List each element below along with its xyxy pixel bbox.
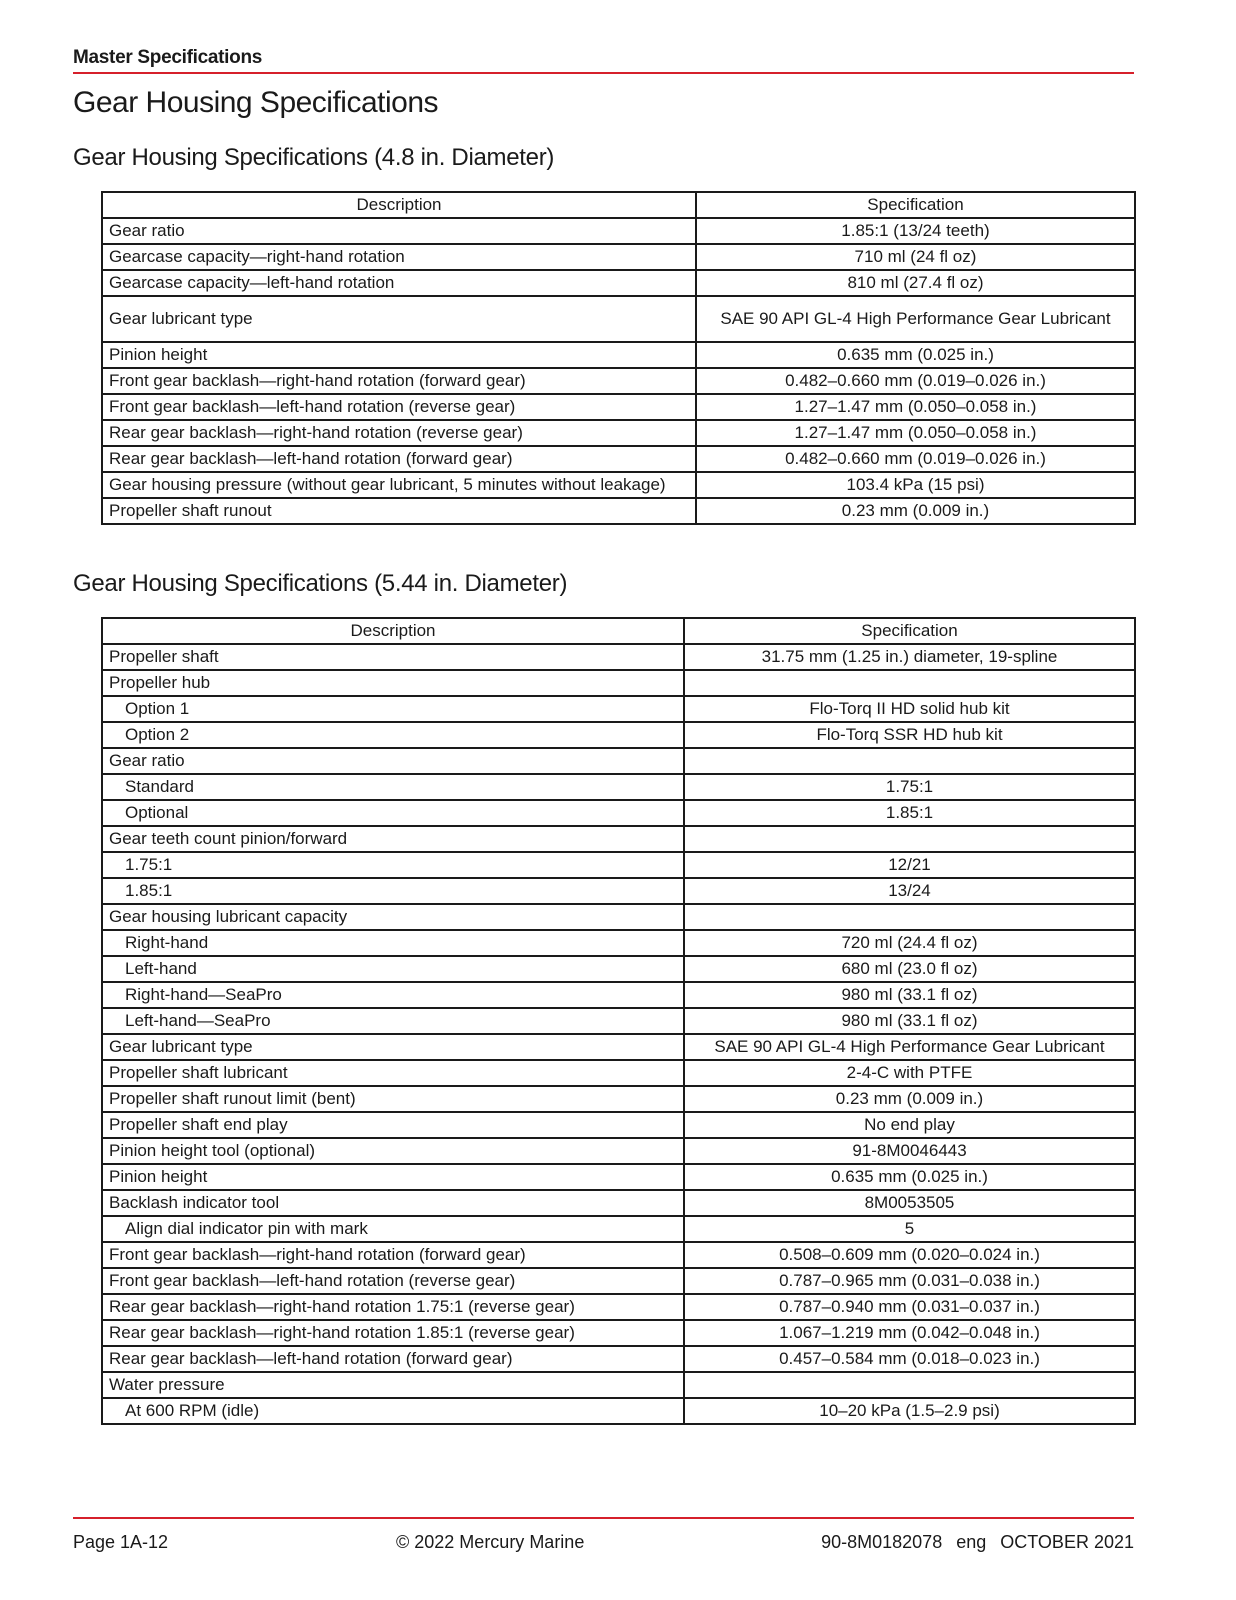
description-cell: Pinion height [102,342,696,368]
description-cell: Water pressure [102,1372,684,1398]
description-cell: Propeller shaft runout limit (bent) [102,1086,684,1112]
specification-cell: 1.27–1.47 mm (0.050–0.058 in.) [696,420,1135,446]
description-cell: Gear ratio [102,218,696,244]
table-row [102,826,1135,852]
specification-cell: 5 [684,1216,1135,1242]
table-row [102,670,1135,696]
table-row [102,1008,1135,1034]
specification-cell: 680 ml (23.0 fl oz) [684,956,1135,982]
specification-cell: 0.787–0.965 mm (0.031–0.038 in.) [684,1268,1135,1294]
specification-cell: 1.27–1.47 mm (0.050–0.058 in.) [696,394,1135,420]
specification-cell: 0.508–0.609 mm (0.020–0.024 in.) [684,1242,1135,1268]
description-cell: Gear lubricant type [102,1034,684,1060]
specification-cell: 103.4 kPa (15 psi) [696,472,1135,498]
table-row [102,852,1135,878]
table-row [102,420,1135,446]
description-cell: Left-hand—SeaPro [102,1008,684,1034]
specification-cell: 720 ml (24.4 fl oz) [684,930,1135,956]
description-cell: Propeller shaft lubricant [102,1060,684,1086]
table-row [102,1216,1135,1242]
page-title: Gear Housing Specifications [73,86,439,119]
description-cell: At 600 RPM (idle) [102,1398,684,1424]
table-row [102,1398,1135,1424]
specification-cell: 0.457–0.584 mm (0.018–0.023 in.) [684,1346,1135,1372]
doc-info [821,1532,1134,1553]
table-row [102,1034,1135,1060]
specification-cell: 0.787–0.940 mm (0.031–0.037 in.) [684,1294,1135,1320]
table-row [102,1112,1135,1138]
table-row [102,368,1135,394]
table-row [102,956,1135,982]
description-cell: Option 1 [102,696,684,722]
table2-heading: Gear Housing Specifications (5.44 in. Diameter) [73,570,568,597]
table-row [102,472,1135,498]
table-row [102,270,1135,296]
specification-cell: 2-4-C with PTFE [684,1060,1135,1086]
table-row [102,774,1135,800]
description-cell: Option 2 [102,722,684,748]
specification-cell: No end play [684,1112,1135,1138]
description-cell: Gear ratio [102,748,684,774]
specification-cell: 980 ml (33.1 fl oz) [684,982,1135,1008]
description-cell: Left-hand [102,956,684,982]
specification-cell: 710 ml (24 fl oz) [696,244,1135,270]
table-row [102,1164,1135,1190]
running-head: Master Specifications [73,47,263,68]
description-cell: Propeller shaft runout [102,498,696,524]
table-row [102,342,1135,368]
description-cell: Pinion height [102,1164,684,1190]
specification-cell: 980 ml (33.1 fl oz) [684,1008,1135,1034]
specification-cell [684,826,1135,852]
specification-cell: 1.75:1 [684,774,1135,800]
description-cell: Rear gear backlash—right-hand rotation 1.75:1 (reverse gear) [102,1294,684,1320]
specification-cell: 810 ml (27.4 fl oz) [696,270,1135,296]
table-row [102,748,1135,774]
table-row [102,878,1135,904]
specification-cell: 1.85:1 (13/24 teeth) [696,218,1135,244]
specification-cell [684,670,1135,696]
description-cell: Rear gear backlash—right-hand rotation 1.85:1 (reverse gear) [102,1320,684,1346]
description-cell: Front gear backlash—left-hand rotation (reverse gear) [102,1268,684,1294]
specification-cell [684,748,1135,774]
table-row [102,1320,1135,1346]
specification-cell: 91-8M0046443 [684,1138,1135,1164]
description-cell: Gear teeth count pinion/forward [102,826,684,852]
description-cell: Gear housing pressure (without gear lubricant, 5 minutes without leakage) [102,472,696,498]
column-header-description: Description [102,192,696,218]
table-row [102,498,1135,524]
specification-cell: 0.635 mm (0.025 in.) [684,1164,1135,1190]
doc-number: 90-8M0182078 [821,1532,943,1552]
description-cell: Gearcase capacity—left-hand rotation [102,270,696,296]
specification-cell [684,1372,1135,1398]
doc-date: OCTOBER 2021 [1000,1532,1134,1552]
spec-table-4-8-in [101,191,1136,525]
table-row [102,904,1135,930]
description-cell: Right-hand [102,930,684,956]
column-header-specification: Specification [684,618,1135,644]
description-cell: Backlash indicator tool [102,1190,684,1216]
specification-cell: 10–20 kPa (1.5–2.9 psi) [684,1398,1135,1424]
description-cell: Rear gear backlash—left-hand rotation (forward gear) [102,1346,684,1372]
table-row [102,722,1135,748]
description-cell: 1.75:1 [102,852,684,878]
description-cell: Front gear backlash—right-hand rotation (forward gear) [102,368,696,394]
page-number: Page 1A-12 [73,1532,169,1552]
specification-cell: 31.75 mm (1.25 in.) diameter, 19-spline [684,644,1135,670]
table-row [102,446,1135,472]
table1-heading: Gear Housing Specifications (4.8 in. Diameter) [73,144,555,171]
description-cell: Pinion height tool (optional) [102,1138,684,1164]
specification-cell: 8M0053505 [684,1190,1135,1216]
specification-cell: 0.23 mm (0.009 in.) [684,1086,1135,1112]
table-row [102,644,1135,670]
table-row [102,1346,1135,1372]
table-row [102,800,1135,826]
description-cell: Align dial indicator pin with mark [102,1216,684,1242]
header-rule [73,72,1134,74]
footer-rule [73,1517,1134,1519]
specification-cell: 0.635 mm (0.025 in.) [696,342,1135,368]
description-cell: Propeller shaft end play [102,1112,684,1138]
description-cell: 1.85:1 [102,878,684,904]
table-row [102,1372,1135,1398]
specification-cell: Flo-Torq SSR HD hub kit [684,722,1135,748]
doc-language: eng [956,1532,987,1552]
specification-cell: 1.067–1.219 mm (0.042–0.048 in.) [684,1320,1135,1346]
specification-cell: 1.85:1 [684,800,1135,826]
table-row [102,696,1135,722]
spec-table-5-44-in [101,617,1136,1425]
description-cell: Gear lubricant type [102,296,696,342]
table-row [102,1060,1135,1086]
table-row [102,1138,1135,1164]
description-cell: Right-hand—SeaPro [102,982,684,1008]
specification-cell: 0.23 mm (0.009 in.) [696,498,1135,524]
specification-cell [684,904,1135,930]
description-cell: Gearcase capacity—right-hand rotation [102,244,696,270]
description-cell: Propeller shaft [102,644,684,670]
table-row [102,1242,1135,1268]
specification-cell: SAE 90 API GL-4 High Performance Gear Lubricant [684,1034,1135,1060]
table-row [102,1294,1135,1320]
description-cell: Front gear backlash—right-hand rotation (forward gear) [102,1242,684,1268]
description-cell: Gear housing lubricant capacity [102,904,684,930]
table-row [102,1190,1135,1216]
description-cell: Rear gear backlash—left-hand rotation (forward gear) [102,446,696,472]
specification-cell: 0.482–0.660 mm (0.019–0.026 in.) [696,446,1135,472]
table-row [102,982,1135,1008]
table-row [102,244,1135,270]
column-header-specification: Specification [696,192,1135,218]
specification-cell: 0.482–0.660 mm (0.019–0.026 in.) [696,368,1135,394]
description-cell: Front gear backlash—left-hand rotation (reverse gear) [102,394,696,420]
description-cell: Optional [102,800,684,826]
table-row [102,1268,1135,1294]
table-row [102,1086,1135,1112]
column-header-description: Description [102,618,684,644]
table-row [102,296,1135,342]
table-row [102,394,1135,420]
specification-cell: 13/24 [684,878,1135,904]
table-row [102,218,1135,244]
specification-cell: Flo-Torq II HD solid hub kit [684,696,1135,722]
description-cell: Rear gear backlash—right-hand rotation (reverse gear) [102,420,696,446]
specification-cell: SAE 90 API GL-4 High Performance Gear Lubricant [696,296,1135,342]
specification-cell: 12/21 [684,852,1135,878]
description-cell: Propeller hub [102,670,684,696]
description-cell: Standard [102,774,684,800]
copyright: © 2022 Mercury Marine [396,1532,585,1552]
table-row [102,930,1135,956]
